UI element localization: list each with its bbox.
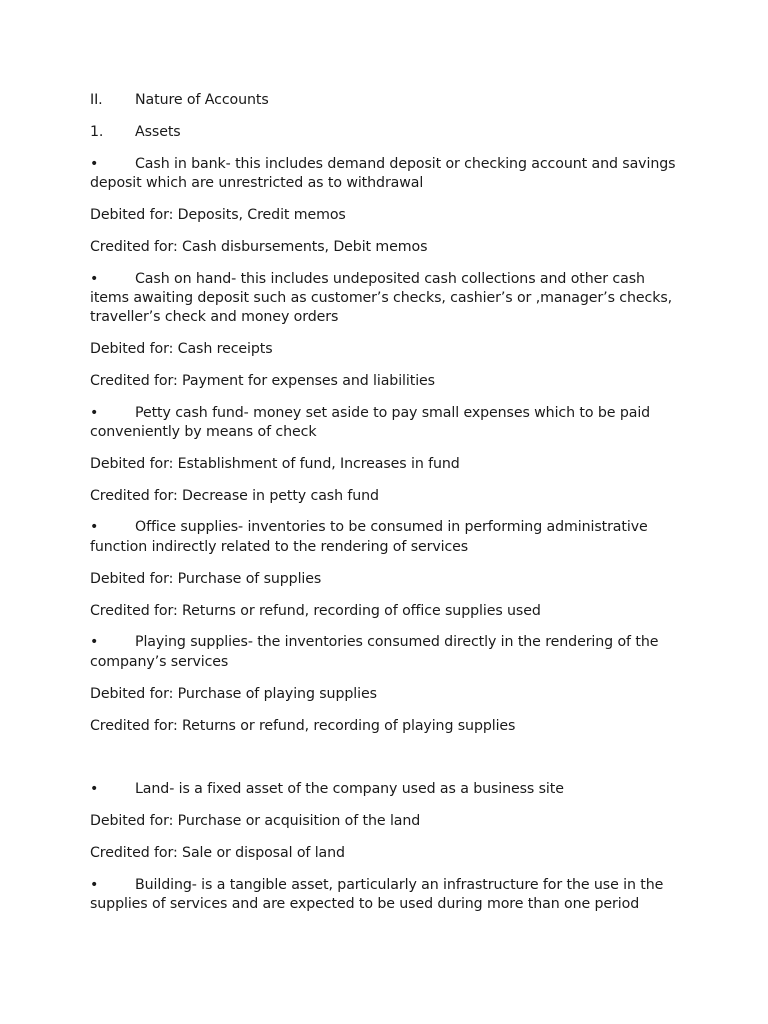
section-title: Nature of Accounts [135, 92, 269, 108]
credited-line: Credited for: Returns or refund, recording of playing supplies [90, 718, 516, 734]
subsection-title: Assets [135, 124, 181, 140]
credited-line: Credited for: Payment for expenses and liabilities [90, 373, 435, 389]
item-continuation: conveniently by means of check [90, 424, 317, 440]
subsection-number: 1. [90, 124, 104, 140]
bullet: • [90, 634, 99, 650]
item-continuation: function indirectly related to the rendering of services [90, 539, 469, 555]
item-text: Cash on hand- this includes undeposited cash collections and other cash [135, 271, 645, 287]
bullet: • [90, 877, 99, 893]
bullet: • [90, 781, 99, 797]
item-continuation: deposit which are unrestricted as to withdrawal [90, 175, 424, 191]
list-item-petty-cash-fund [90, 404, 650, 424]
bullet: • [90, 156, 99, 172]
list-item-office-supplies [90, 518, 648, 538]
item-continuation: company’s services [90, 654, 229, 670]
item-text: Office supplies- inventories to be consumed in performing administrative [135, 519, 648, 535]
item-text: Cash in bank- this includes demand deposit or checking account and savings [135, 156, 676, 172]
credited-line: Credited for: Sale or disposal of land [90, 845, 345, 861]
item-continuation: items awaiting deposit such as customer’s checks, cashier’s or ,manager’s checks, [90, 290, 673, 306]
item-text: Building- is a tangible asset, particularly an infrastructure for the use in the [135, 877, 664, 893]
bullet: • [90, 271, 99, 287]
list-item-land [90, 780, 564, 800]
item-continuation: supplies of services and are expected to be used during more than one period [90, 896, 640, 912]
credited-line: Credited for: Returns or refund, recording of office supplies used [90, 603, 541, 619]
credited-line: Credited for: Cash disbursements, Debit memos [90, 239, 428, 255]
bullet: • [90, 519, 99, 535]
debited-line: Debited for: Deposits, Credit memos [90, 207, 346, 223]
item-text: Land- is a fixed asset of the company used as a business site [135, 781, 564, 797]
section-number: II. [90, 92, 103, 108]
debited-line: Debited for: Establishment of fund, Increases in fund [90, 456, 460, 472]
item-text: Petty cash fund- money set aside to pay small expenses which to be paid [135, 405, 651, 421]
section-heading [90, 91, 269, 111]
debited-line: Debited for: Purchase of supplies [90, 571, 322, 587]
list-item-cash-in-bank [90, 155, 675, 175]
list-item-playing-supplies [90, 633, 658, 653]
list-item-cash-on-hand [90, 270, 645, 290]
credited-line: Credited for: Decrease in petty cash fund [90, 488, 379, 504]
subsection-heading [90, 123, 181, 143]
debited-line: Debited for: Purchase or acquisition of the land [90, 813, 421, 829]
bullet: • [90, 405, 99, 421]
debited-line: Debited for: Cash receipts [90, 341, 273, 357]
item-continuation: traveller’s check and money orders [90, 309, 339, 325]
item-text: Playing supplies- the inventories consumed directly in the rendering of the [135, 634, 659, 650]
list-item-building [90, 876, 663, 896]
debited-line: Debited for: Purchase of playing supplies [90, 686, 377, 702]
